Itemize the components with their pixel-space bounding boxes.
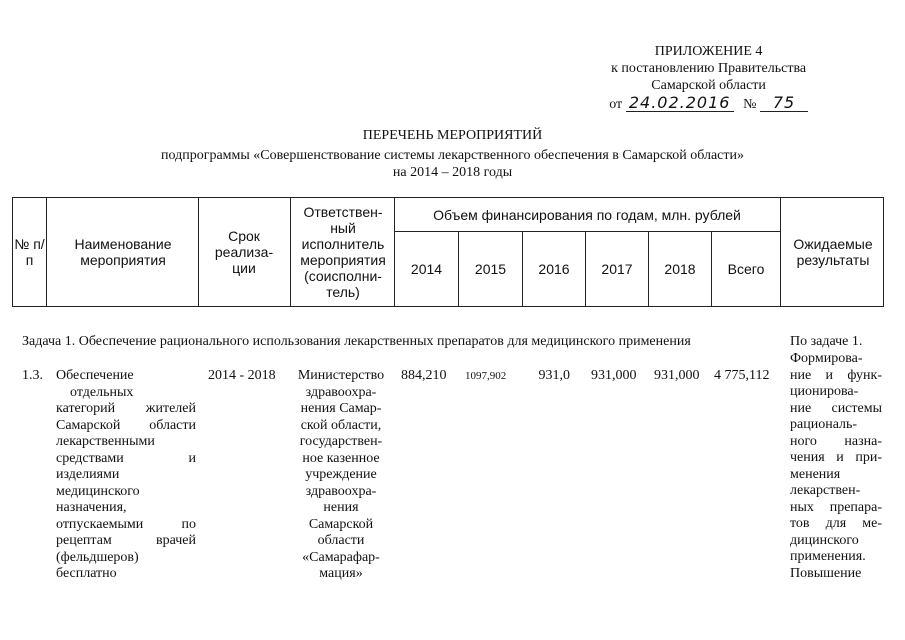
row-responsible-line: государствен-	[299, 434, 383, 449]
row-name-line: отдельных	[70, 384, 134, 400]
row-responsible-line: ской области,	[300, 417, 382, 433]
col-border	[883, 197, 884, 307]
table-header	[12, 197, 884, 307]
document-period: на 2014 – 2018 годы	[392, 165, 513, 180]
header-num: № п/п	[14, 236, 45, 268]
row-name-line: назначения,	[56, 500, 127, 515]
header-responsible: Ответствен- ный исполнитель мероприятия (соисполни- тель)	[300, 204, 386, 300]
row-result-line: ного назна-	[790, 433, 882, 449]
annex-line-resolution: к постановлению Правительства	[611, 61, 807, 76]
row-result-line: ционирова-	[790, 384, 859, 399]
row-name-line: Самарской области	[56, 417, 196, 433]
row-result-line: Формирова-	[790, 351, 863, 366]
row-result-line: лекарствен-	[790, 483, 861, 498]
row-name-line: отпускаемыми по	[56, 516, 196, 532]
header-name: Наименование мероприятия	[74, 236, 172, 268]
header-term: Срок реализа- ции	[214, 228, 274, 276]
row-term: 2014 - 2018	[208, 368, 276, 383]
header-year-2018: 2018	[664, 261, 696, 277]
document-title: ПЕРЕЧЕНЬ МЕРОПРИЯТИЙ	[362, 128, 543, 143]
row-name-line: Обеспечение	[56, 368, 134, 383]
col-border	[290, 197, 291, 307]
col-border	[46, 197, 47, 307]
annex-title: ПРИЛОЖЕНИЕ 4	[654, 44, 763, 59]
row-responsible-line: здравоохра-	[305, 483, 377, 499]
task-result-label: По задаче 1.	[790, 334, 863, 349]
value-total: 4 775,112	[714, 368, 770, 383]
row-result-line: Повышение	[790, 565, 862, 581]
row-responsible-line: нения Самар-	[300, 401, 382, 416]
task-label: Задача 1. Обеспечение рационального использования лекарственных препаратов для медицинского применения	[22, 334, 691, 349]
document-subtitle: подпрограммы «Совершенствование системы лекарственного обеспечения в Самарской области»	[161, 148, 744, 163]
row-responsible-line: Самарской	[308, 516, 374, 532]
row-responsible-line: «Самарафар-	[302, 549, 380, 565]
header-results: Ожидаемые результаты	[793, 236, 873, 268]
value-2017: 931,000	[591, 368, 637, 383]
header-year-2017: 2017	[601, 261, 633, 277]
annex-line-region: Самарской области	[651, 78, 766, 93]
value-2015: 1097,902	[465, 370, 507, 382]
value-2016: 931,0	[538, 368, 570, 383]
row-name-line: лекарственными	[56, 434, 155, 449]
number-prefix: №	[743, 97, 757, 112]
row-name-line: изделиями	[56, 467, 120, 482]
row-name-line: рецептам врачей	[56, 533, 196, 548]
header-year-2016: 2016	[538, 261, 570, 277]
row-result-line: менения	[790, 466, 841, 482]
row-responsible-line: здравоохра-	[305, 384, 377, 400]
row-name-line: бесплатно	[56, 566, 117, 581]
row-responsible-line: нения	[323, 500, 359, 515]
row-responsible-line: мация»	[319, 566, 363, 581]
row-responsible-line: ное казенное	[302, 450, 380, 466]
row-name-line: медицинского	[56, 483, 140, 499]
row-name-line: (фельдшеров)	[56, 549, 139, 565]
handwritten-number: 75	[760, 94, 808, 112]
col-border	[198, 197, 199, 307]
row-results	[790, 351, 882, 582]
header-total: Всего	[727, 261, 765, 277]
col-border	[780, 197, 781, 307]
row-name-line: средствами и	[56, 450, 196, 466]
annex-date-line	[609, 94, 808, 113]
header-funding: Объем финансирования по годам, млн. рублей	[433, 206, 741, 223]
handwritten-date: 24.02.2016	[626, 94, 734, 112]
row-name	[56, 368, 196, 583]
value-2014: 884,210	[401, 368, 447, 383]
row-responsible	[292, 368, 390, 583]
row-result-line: дицинского	[790, 532, 859, 548]
row-result-line: рациональ-	[790, 417, 858, 432]
header-year-2015: 2015	[474, 261, 507, 277]
row-responsible-line: учреждение	[305, 467, 377, 482]
row-result-line: применения.	[790, 549, 866, 564]
row-number: 1.3.	[22, 368, 43, 383]
row-name-line: категорий жителей	[56, 401, 196, 416]
value-2018: 931,000	[654, 368, 700, 383]
header-year-2014: 2014	[410, 261, 443, 277]
header-bottom-border	[12, 306, 884, 307]
row-result-line: ние и функ-	[790, 367, 882, 383]
row-result-line: ние системы	[790, 400, 882, 416]
row-result-line: ных препара-	[790, 499, 882, 515]
date-prefix: от	[609, 97, 623, 112]
row-responsible-line: Министерство	[297, 368, 385, 383]
annex-block	[609, 43, 808, 113]
row-result-line: чения и при-	[790, 450, 882, 465]
row-result-line: тов для ме-	[790, 516, 882, 531]
row-responsible-line: области	[317, 533, 365, 548]
